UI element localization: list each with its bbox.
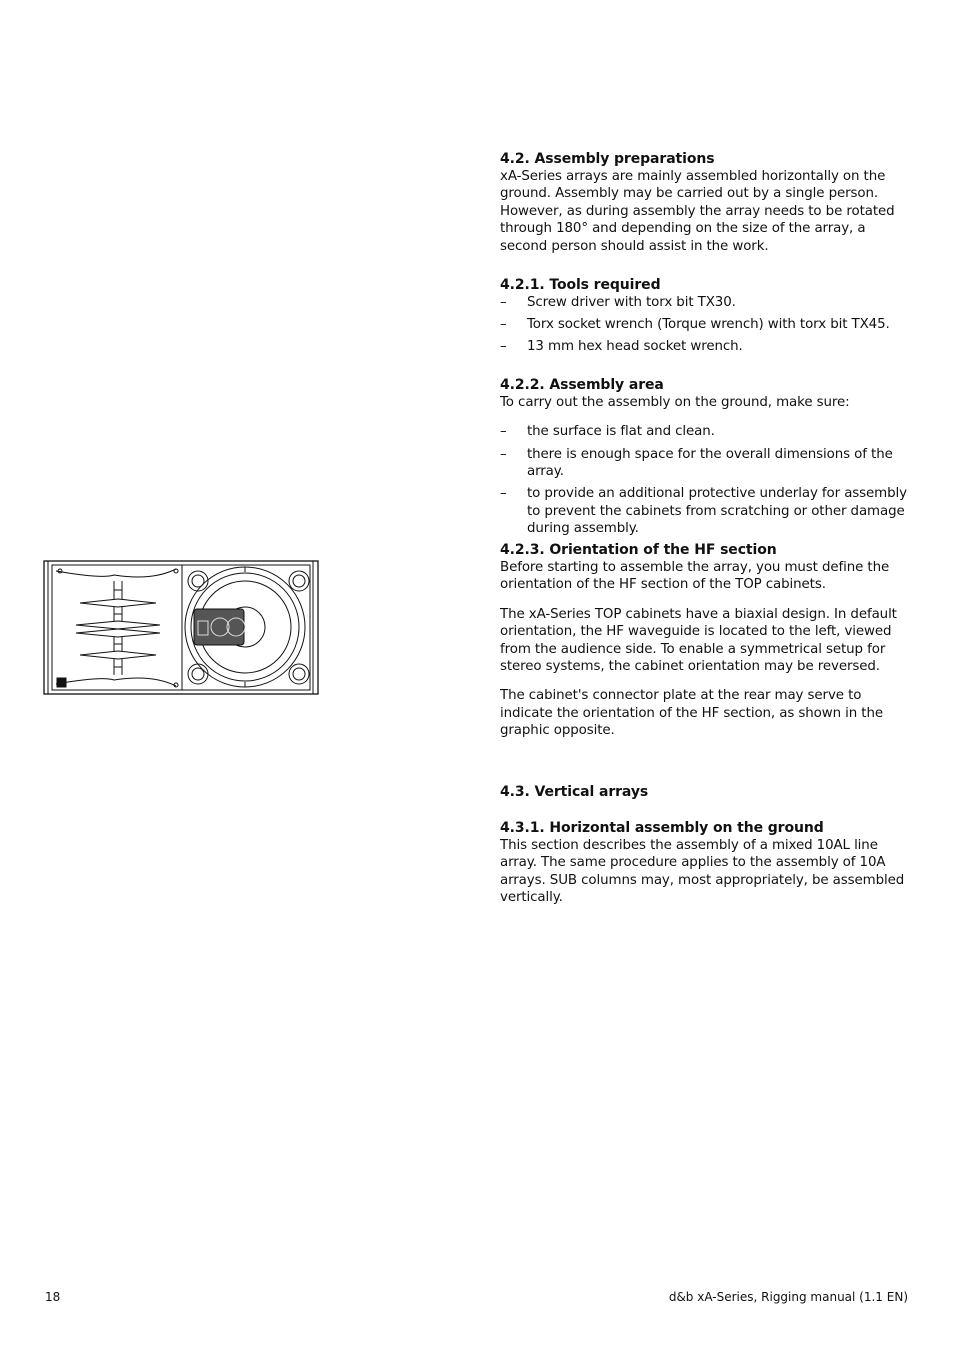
area-list [500, 423, 912, 537]
list-dash: – [500, 486, 507, 502]
section-4-2-1 [500, 276, 912, 356]
paragraph: xA-Series arrays are mainly assembled horizontally on the ground. Assembly may be carried out by a single person. However, as during assembly the array needs to be rotated through 180° and depending on the size of the array, a second person should assist in the work. [500, 169, 895, 254]
list-dash: – [500, 295, 507, 310]
page-number: 18 [45, 1290, 61, 1304]
paragraph: Before starting to assemble the array, you must define the orientation of the HF section of the TOP cabinets. [500, 560, 890, 593]
section-4-3-1 [500, 819, 912, 907]
paragraph: The cabinet's connector plate at the rear may serve to indicate the orientation of the HF section, as shown in the graphic opposite. [500, 688, 883, 739]
tools-list [500, 294, 912, 356]
document-title: d&b xA-Series, Rigging manual (1.1 EN) [668, 1290, 908, 1304]
list-item: – Torx socket wrench (Torque wrench) with torx bit TX45. [500, 317, 890, 333]
list-dash: – [500, 317, 507, 333]
section-heading: 4.2.3. Orientation of the HF section [500, 542, 777, 558]
section-4-3 [500, 783, 912, 801]
cabinet-illustration [42, 559, 322, 697]
list-item: – Screw driver with torx bit TX30. [500, 295, 736, 310]
section-heading: 4.2.1. Tools required [500, 277, 661, 293]
paragraph: This section describes the assembly of a mixed 10AL line array. The same procedure applies to the assembly of 10A arrays. SUB columns may, most appropriately, be assembled vertically. [500, 838, 905, 906]
list-item: – there is enough space for the overall dimensions of the array. [500, 446, 893, 480]
section-heading: 4.3. Vertical arrays [500, 784, 649, 800]
section-4-2-2 [500, 376, 912, 537]
list-item: – the surface is flat and clean. [500, 424, 715, 440]
list-item: – to provide an additional protective underlay for assembly to prevent the cabinets from scratching or other damage during assembly. [500, 486, 907, 537]
section-heading: 4.2. Assembly preparations [500, 151, 715, 167]
paragraph: The xA-Series TOP cabinets have a biaxial design. In default orientation, the HF waveguide is located to the left, viewed from the audience side. To enable a symmetrical setup for stereo systems, the cabinet orientation may be reversed. [500, 606, 897, 675]
list-dash: – [500, 446, 507, 462]
list-dash: – [500, 424, 507, 440]
section-heading: 4.2.2. Assembly area [500, 377, 664, 393]
section-4-2 [500, 150, 912, 255]
list-item: – 13 mm hex head socket wrench. [500, 339, 743, 355]
section-4-2-3 [500, 541, 912, 740]
paragraph: To carry out the assembly on the ground, make sure: [500, 395, 850, 410]
list-dash: – [500, 339, 507, 355]
section-heading: 4.3.1. Horizontal assembly on the ground [500, 820, 824, 836]
